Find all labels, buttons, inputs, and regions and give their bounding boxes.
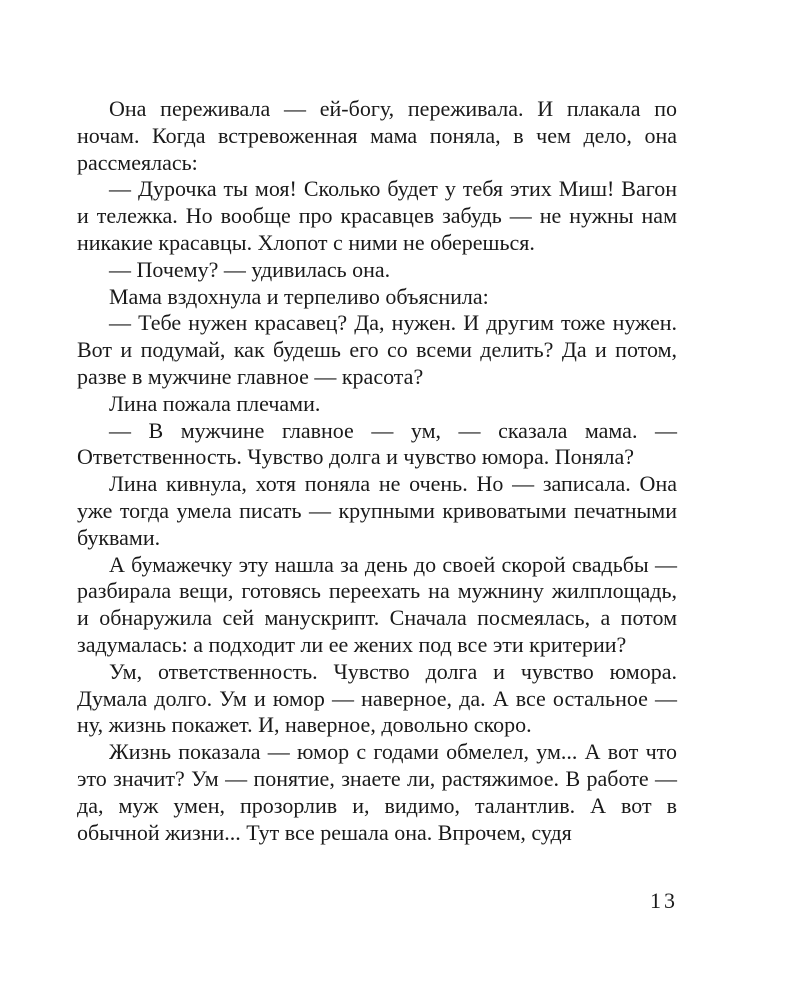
- paragraph-8: Лина кивнула, хотя поняла не очень. Но — записала. Она уже тогда умела писать — крупными кривоватыми печатными буквами.: [77, 471, 677, 550]
- paragraph-2: — Дурочка ты моя! Сколько будет у тебя этих Миш! Вагон и тележка. Но вообще про красавцев забудь — не нужны нам никакие красавцы. Хлопот с ними не оберешься.: [77, 176, 677, 255]
- paragraph-7: — В мужчине главное — ум, — сказала мама. — Ответственность. Чувство долга и чувство юмора. Поняла?: [77, 417, 677, 470]
- paragraph-6: Лина пожала плечами.: [109, 390, 321, 416]
- paragraph-10: Ум, ответственность. Чувство долга и чувство юмора. Думала долго. Ум и юмор — наверное, да. А все остальное — ну, жизнь покажет. И, наверное, довольно скоро.: [77, 658, 677, 738]
- page-body: [77, 96, 677, 846]
- paragraph-11: Жизнь показала — юмор с годами обмелел, ум... А вот что это значит? Ум — понятие, знаете ли, растяжимое. В работе — да, муж умен, прозорлив и, видимо, талантлив. А вот в обычной жизни... Тут все решала она. Впрочем, судя: [77, 739, 677, 845]
- paragraph-3: — Почему? — удивилась она.: [109, 256, 391, 282]
- paragraph-1: Она переживала — ей-богу, переживала. И плакала по ночам. Когда встревоженная мама поняла, в чем дело, она рассмеялась:: [77, 96, 677, 175]
- paragraph-5: — Тебе нужен красавец? Да, нужен. И другим тоже нужен. Вот и подумай, как будешь его со всеми делить? Да и потом, разве в мужчине главное — красота?: [77, 310, 677, 389]
- paragraph-4: Мама вздохнула и терпеливо объяснила:: [109, 283, 489, 309]
- paragraph-9: А бумажечку эту нашла за день до своей скорой свадьбы — разбирала вещи, готовясь переехать на мужнину жилплощадь, и обнаружила сей манускрипт. Сначала посмеялась, а потом задумалась: а подходит ли ее жених под все эти критерии?: [77, 551, 677, 657]
- page-number: 13: [650, 888, 678, 913]
